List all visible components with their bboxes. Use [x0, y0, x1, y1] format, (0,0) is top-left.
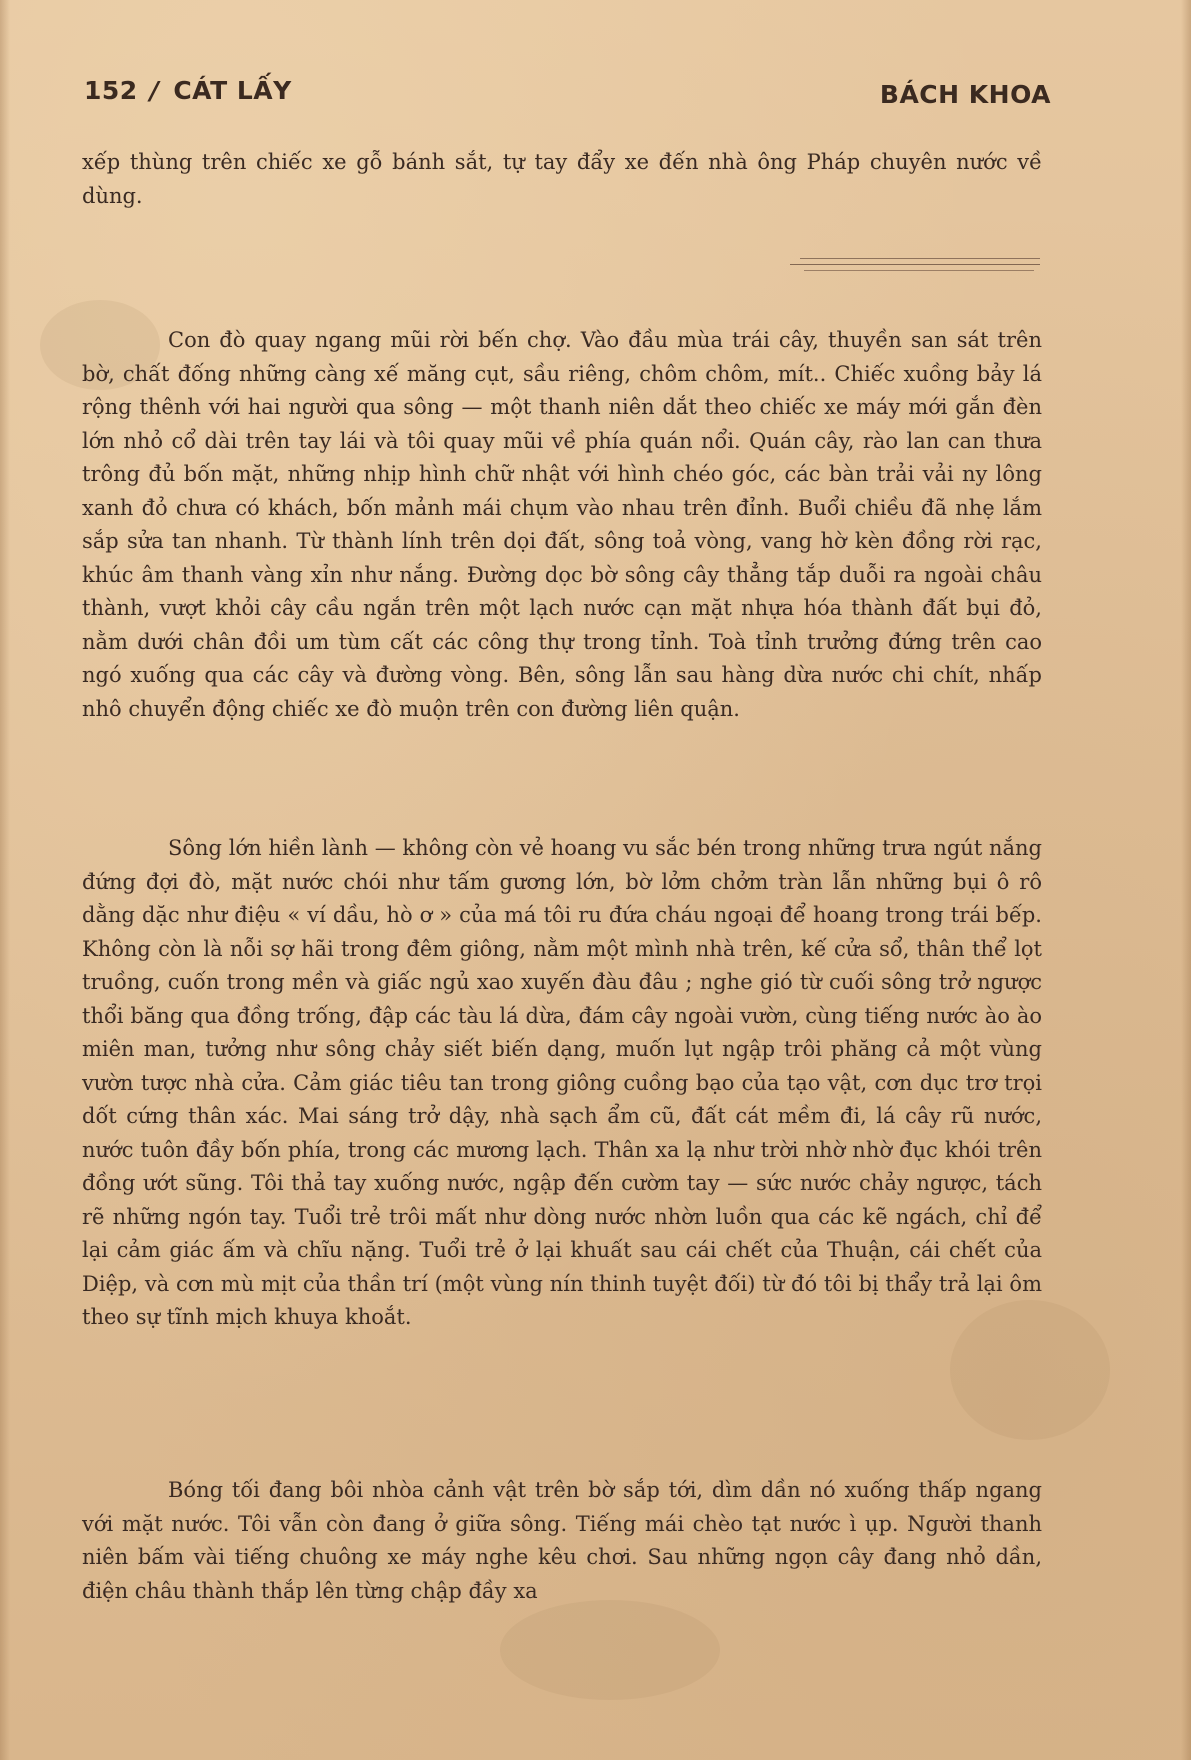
section-divider [790, 254, 1050, 278]
page-left-edge-shadow [0, 0, 10, 1760]
page-right-edge-shadow [1181, 0, 1191, 1760]
paragraph-2 [82, 832, 1042, 1335]
paragraph-3 [82, 1474, 1042, 1608]
running-header [84, 76, 1051, 112]
publication-name: BÁCH KHOA [879, 80, 1051, 109]
section-title: CÁT LẤY [173, 76, 292, 105]
paragraph-text: xếp thùng trên chiếc xe gỗ bánh sắt, tự tay đẩy xe đến nhà ông Pháp chuyên nước về dùng. [82, 150, 1042, 208]
paragraph-text: Con đò quay ngang mũi rời bến chợ. Vào đầu mùa trái cây, thuyền san sát trên bờ, chất đống những càng xế măng cụt, sầu riêng, chôm chôm, mít.. Chiếc xuồng bảy lá rộng thênh với hai người qua sông — một thanh niên dắt theo chiếc xe máy mới gắn đèn lớn nhỏ cổ dài trên tay lái và tôi quay mũi về phía quán nổi. Quán cây, rào lan can thưa trông đủ bốn mặt, những nhịp hình chữ nhật với hình chéo góc, các bàn trải vải ny lông xanh đỏ chưa có khách, bốn mảnh mái chụm vào nhau trên đỉnh. Buổi chiều đã nhẹ lắm sắp sửa tan nhanh. Từ thành lính trên dọi đất, sông toả vòng, vang hờ kèn đồng rời rạc, khúc âm thanh vàng xỉn như nắng. Đường dọc bờ sông cây thẳng tắp duỗi ra ngoài châu thành, vượt khỏi cây cầu ngắn trên một lạch nước cạn mặt nhựa hóa thành đất bụi đỏ, nằm dưới chân đồi um tùm cất các công thự trong tỉnh. Toà tỉnh trưởng đứng trên cao ngó xuống qua các cây và đường vòng. Bên, sông lẫn sau hàng dừa nước chi chít, nhấp nhô chuyển động chiếc xe đò muộn trên con đường liên quận. [82, 328, 1042, 721]
paragraph-text: Sông lớn hiền lành — không còn vẻ hoang vu sắc bén trong những trưa ngút nắng đứng đợi đò, mặt nước chói như tấm gương lớn, bờ lởm chởm tràn lẫn những bụi ô rô dằng dặc như điệu « ví dầu, hò ơ » của má tôi ru đứa cháu ngoại để hoang trong trái bếp. Không còn là nỗi sợ hãi trong đêm giông, nằm một mình nhà trên, kế cửa sổ, thân thể lọt truồng, cuốn trong mền và giấc ngủ xao xuyến đàu đâu ; nghe gió từ cuối sông trở ngược thổi băng qua đồng trống, đập các tàu lá dừa, đám cây ngoài vườn, cùng tiếng nước ào ào miên man, tưởng như sông chảy siết biến dạng, muốn lụt ngập trôi phăng cả một vùng vườn tược nhà cửa. Cảm giác tiêu tan trong giông cuồng bạo của tạo vật, cơn dục trơ trọi dốt cứng thân xác. Mai sáng trở dậy, nhà sạch ẩm cũ, đất cát mềm đi, lá cây rũ nước, nước tuôn đầy bốn phía, trong các mương lạch. Thân xa lạ như trời nhờ nhờ đục khói trên đồng ướt sũng. Tôi thả tay xuống nước, ngập đến cườm tay — sức nước chảy ngược, tách rẽ những ngón tay. Tuổi trẻ trôi mất như dòng nước nhờn luồn qua các kẽ ngách, chỉ để lại cảm giác ấm và chĩu nặng. Tuổi trẻ ở lại khuất sau cái chết của Thuận, cái chết của Diệp, và cơn mù mịt của thần trí (một vùng nín thinh tuyệt đối) từ đó tôi bị thẩy trả lại ôm theo sự tĩnh mịch khuya khoắt. [82, 836, 1042, 1329]
page-number: 152 [84, 76, 138, 105]
paper-stain [500, 1600, 720, 1700]
continuation-paragraph [82, 146, 1042, 213]
header-separator: / [149, 76, 160, 105]
header-left [84, 76, 292, 105]
paragraph-text: Bóng tối đang bôi nhòa cảnh vật trên bờ sắp tới, dìm dần nó xuống thấp ngang với mặt nước. Tôi vẫn còn đang ở giữa sông. Tiếng mái chèo tạt nước ì ụp. Người thanh niên bấm vài tiếng chuông xe máy nghe kêu chơi. Sau những ngọn cây đang nhỏ dần, điện châu thành thắp lên từng chập đầy xa [82, 1478, 1042, 1603]
paragraph-1 [82, 324, 1042, 726]
